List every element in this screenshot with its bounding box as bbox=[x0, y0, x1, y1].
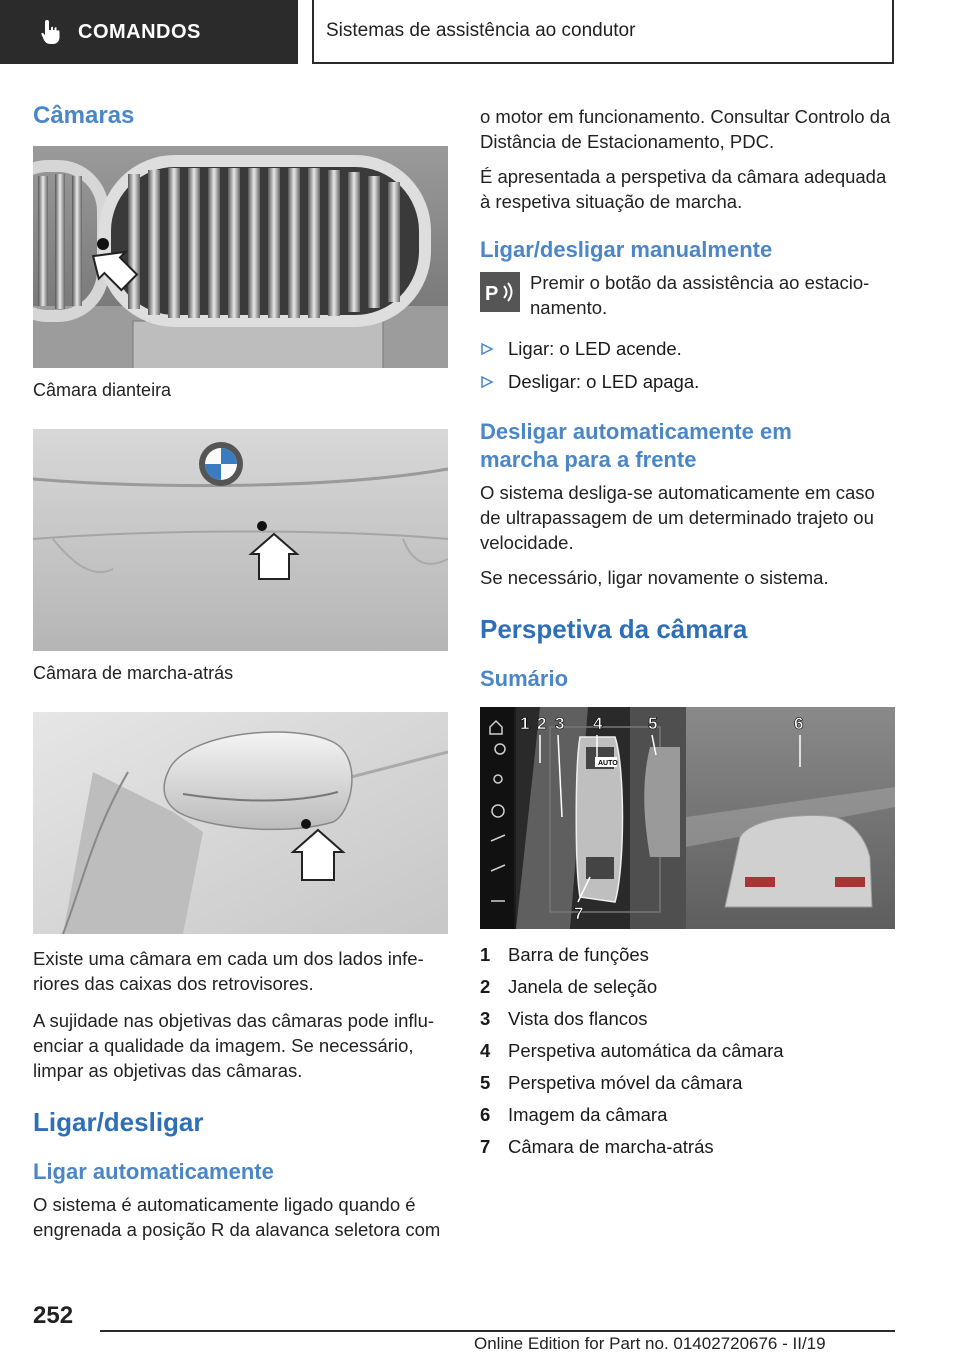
section-tab bbox=[0, 0, 298, 64]
auto-off-heading: Desligar automaticamente em marcha para a frente bbox=[480, 419, 792, 472]
rear-camera-photo bbox=[33, 429, 448, 651]
rear-camera-caption: Câmara de marcha-atrás bbox=[33, 663, 234, 683]
page-number: 252 bbox=[33, 1302, 74, 1329]
callout-5: 5 bbox=[648, 714, 658, 733]
summary-heading: Sumário bbox=[480, 666, 569, 691]
hand-pointer-icon bbox=[40, 19, 62, 45]
section-label: COMANDOS bbox=[78, 20, 201, 43]
auto-badge: AUTO bbox=[598, 760, 618, 767]
legend-item: 4 Perspetiva automática da câmara bbox=[480, 1040, 784, 1061]
cameras-heading: Câmaras bbox=[33, 102, 135, 129]
legend-item: 2 Janela de seleção bbox=[480, 976, 658, 997]
chapter-title: Sistemas de assistência ao condutor bbox=[326, 20, 636, 41]
legend-item: 5 Perspetiva móvel da câmara bbox=[480, 1072, 743, 1093]
bullet-on-text: Ligar: o LED acende. bbox=[508, 338, 682, 359]
edition-note: Online Edition for Part no. 01402720676 - II/19 bbox=[474, 1334, 826, 1353]
auto-on-heading: Ligar automaticamente bbox=[33, 1159, 274, 1184]
bullet-off-text: Desligar: o LED apaga. bbox=[508, 371, 700, 392]
triangle-bullet-icon bbox=[480, 342, 494, 356]
legend-item: 3 Vista dos flancos bbox=[480, 1008, 648, 1029]
footer-divider bbox=[100, 1330, 895, 1332]
callout-7: 7 bbox=[574, 904, 584, 923]
park-assist-button-icon bbox=[480, 272, 520, 312]
legend-item: 7 Câmara de marcha-atrás bbox=[480, 1136, 714, 1157]
para-perspective: É apresentada a perspetiva da câmara adequada à respetiva situação de marcha. bbox=[480, 166, 887, 212]
perspective-heading: Perspetiva da câmara bbox=[480, 614, 748, 644]
legend-item: 1 Barra de funções bbox=[480, 944, 649, 965]
front-camera-caption: Câmara dianteira bbox=[33, 380, 172, 400]
para-side-cameras: Existe uma câmara em cada um dos lados infe-riores das caixas dos retrovisores. bbox=[33, 948, 424, 994]
triangle-bullet-icon bbox=[480, 375, 494, 389]
onoff-heading: Ligar/desligar bbox=[33, 1107, 204, 1137]
button-text: Premir o botão da assistência ao estacio-namento. bbox=[530, 272, 870, 318]
para-again: Se necessário, ligar novamente o sistema. bbox=[480, 567, 829, 588]
bullet-off bbox=[480, 369, 895, 394]
para-auto-off: O sistema desliga-se automaticamente em caso de ultrapassagem de um determinado trajeto ou velocidade. bbox=[480, 482, 875, 553]
para-continued: o motor em funcionamento. Consultar Controlo da Distância de Estacionamento, PDC. bbox=[480, 106, 891, 152]
legend-item: 6 Imagem da câmara bbox=[480, 1104, 668, 1125]
bullet-on bbox=[480, 336, 895, 361]
chapter-bar bbox=[312, 0, 894, 64]
side-camera-photo bbox=[33, 712, 448, 934]
front-camera-photo bbox=[33, 146, 448, 368]
button-instruction bbox=[480, 270, 895, 320]
callout-2: 2 bbox=[537, 714, 547, 733]
right-column bbox=[480, 104, 895, 1163]
callout-3: 3 bbox=[555, 714, 565, 733]
para-auto-on: O sistema é automaticamente ligado quando é engrenada a posição R da alavanca seletora com bbox=[33, 1194, 441, 1240]
figure-legend bbox=[480, 939, 895, 1163]
manual-heading: Ligar/desligar manualmente bbox=[480, 237, 773, 262]
para-dirt: A sujidade nas objetivas das câmaras pode influ-enciar a qualidade da imagem. Se necessário, limpar as objetivas das câmaras. bbox=[33, 1010, 435, 1081]
callout-1: 1 bbox=[520, 714, 530, 733]
callout-4: 4 bbox=[593, 714, 603, 733]
callout-6: 6 bbox=[794, 714, 804, 733]
camera-view-figure bbox=[480, 707, 895, 929]
svg-text:P: P bbox=[485, 283, 499, 305]
left-column bbox=[33, 96, 448, 1242]
page-header bbox=[0, 0, 960, 66]
